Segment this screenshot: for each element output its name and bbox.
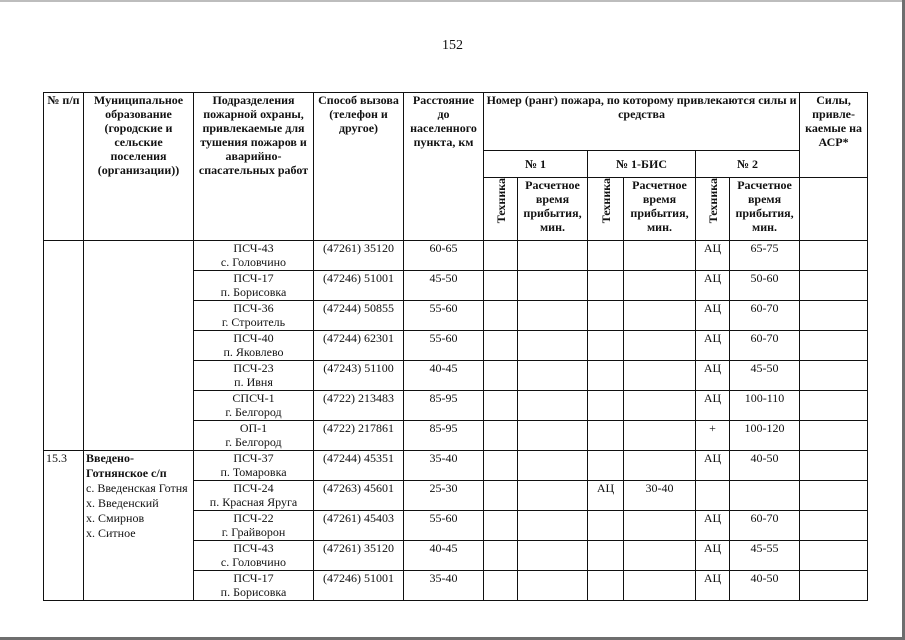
unit-location: п. Ивня <box>234 375 273 389</box>
cell-asr <box>800 331 868 361</box>
header-arrival-rank1bis: Расчетное время прибытия, мин. <box>624 178 696 241</box>
cell-distance: 55-60 <box>404 331 484 361</box>
municipality-title: Введено-Готнянское с/п <box>86 451 167 480</box>
cell-tech-rank1bis <box>588 451 624 481</box>
unit-name: ПСЧ-22 <box>233 511 274 525</box>
cell-arrival-rank1 <box>518 541 588 571</box>
unit-name: ПСЧ-24 <box>233 481 274 495</box>
cell-arrival-rank2: 50-60 <box>730 271 800 301</box>
cell-arrival-rank2 <box>730 481 800 511</box>
cell-phone: (4722) 213483 <box>314 391 404 421</box>
cell-municipality <box>84 451 194 601</box>
cell-phone: (47244) 62301 <box>314 331 404 361</box>
cell-asr <box>800 481 868 511</box>
cell-arrival-rank1 <box>518 481 588 511</box>
cell-tech-rank2: + <box>696 421 730 451</box>
settlement-name: х. Смирнов <box>86 511 145 525</box>
table-body <box>44 241 868 601</box>
header-tech-rank2 <box>696 178 730 241</box>
cell-phone: (47244) 50855 <box>314 301 404 331</box>
cell-tech-rank1bis: АЦ <box>588 481 624 511</box>
cell-tech-rank2: АЦ <box>696 301 730 331</box>
cell-unit <box>194 571 314 601</box>
cell-tech-rank2: АЦ <box>696 541 730 571</box>
header-asr-blank <box>800 178 868 241</box>
cell-tech-rank1bis <box>588 361 624 391</box>
cell-phone: (47244) 45351 <box>314 451 404 481</box>
header-rank-2: № 2 <box>696 151 800 178</box>
cell-unit <box>194 361 314 391</box>
cell-arrival-rank1 <box>518 511 588 541</box>
cell-arrival-rank1bis <box>624 451 696 481</box>
unit-name: ПСЧ-43 <box>233 241 274 255</box>
header-municipality: Муниципальное образование (городские и сельские поселения (организации)) <box>84 93 194 241</box>
cell-unit <box>194 241 314 271</box>
cell-asr <box>800 361 868 391</box>
cell-arrival-rank1 <box>518 271 588 301</box>
cell-arrival-rank1bis <box>624 511 696 541</box>
cell-phone: (47246) 51001 <box>314 571 404 601</box>
cell-arrival-rank1bis <box>624 361 696 391</box>
cell-arrival-rank1bis <box>624 541 696 571</box>
unit-name: ПСЧ-17 <box>233 571 274 585</box>
cell-arrival-rank1bis <box>624 241 696 271</box>
settlement-name: х. Ситное <box>86 526 136 540</box>
cell-tech-rank2 <box>696 481 730 511</box>
cell-arrival-rank2: 60-70 <box>730 331 800 361</box>
cell-tech-rank1 <box>484 331 518 361</box>
cell-phone: (47243) 51100 <box>314 361 404 391</box>
unit-name: ОП-1 <box>239 421 268 435</box>
cell-arrival-rank1bis <box>624 391 696 421</box>
unit-location: п. Томаровка <box>220 465 287 479</box>
cell-tech-rank1bis <box>588 421 624 451</box>
unit-location: г. Грайворон <box>221 525 286 539</box>
cell-tech-rank2: АЦ <box>696 361 730 391</box>
table-row <box>44 241 868 271</box>
cell-asr <box>800 451 868 481</box>
header-asr: Силы, привле-каемые на АСР* <box>800 93 868 178</box>
cell-asr <box>800 301 868 331</box>
cell-distance: 85-95 <box>404 391 484 421</box>
cell-unit <box>194 301 314 331</box>
cell-num: 15.3 <box>44 451 84 601</box>
cell-tech-rank1 <box>484 541 518 571</box>
cell-arrival-rank2: 40-50 <box>730 571 800 601</box>
unit-name: ПСЧ-43 <box>233 541 274 555</box>
unit-location: г. Белгород <box>225 435 282 449</box>
cell-arrival-rank1bis <box>624 331 696 361</box>
tech-label: Техника <box>598 178 613 224</box>
cell-phone: (47261) 35120 <box>314 241 404 271</box>
header-unit: Подразделения пожарной охраны, привлекаемые для тушения пожаров и аварийно-спасательных работ <box>194 93 314 241</box>
cell-arrival-rank1bis: 30-40 <box>624 481 696 511</box>
unit-name: ПСЧ-40 <box>233 331 274 345</box>
header-arrival-rank2: Расчетное время прибытия, мин. <box>730 178 800 241</box>
cell-tech-rank2: АЦ <box>696 571 730 601</box>
cell-unit <box>194 421 314 451</box>
header-rank-1bis: № 1-БИС <box>588 151 696 178</box>
cell-distance: 60-65 <box>404 241 484 271</box>
cell-distance: 85-95 <box>404 421 484 451</box>
header-num: № п/п <box>44 93 84 241</box>
cell-distance: 55-60 <box>404 301 484 331</box>
cell-arrival-rank1bis <box>624 271 696 301</box>
tech-label: Техника <box>493 178 508 224</box>
cell-tech-rank1bis <box>588 511 624 541</box>
cell-distance: 40-45 <box>404 541 484 571</box>
cell-tech-rank1 <box>484 301 518 331</box>
cell-distance: 35-40 <box>404 451 484 481</box>
cell-tech-rank1bis <box>588 301 624 331</box>
header-tech-rank1 <box>484 178 518 241</box>
unit-name: ПСЧ-23 <box>233 361 274 375</box>
cell-arrival-rank2: 60-70 <box>730 511 800 541</box>
cell-municipality <box>84 241 194 451</box>
cell-tech-rank1 <box>484 511 518 541</box>
cell-arrival-rank1bis <box>624 421 696 451</box>
cell-arrival-rank1 <box>518 301 588 331</box>
cell-phone: (4722) 217861 <box>314 421 404 451</box>
cell-tech-rank1bis <box>588 241 624 271</box>
tech-label: Техника <box>705 178 720 224</box>
cell-unit <box>194 391 314 421</box>
cell-unit <box>194 541 314 571</box>
cell-arrival-rank2: 100-110 <box>730 391 800 421</box>
header-arrival-rank1: Расчетное время прибытия, мин. <box>518 178 588 241</box>
cell-unit <box>194 451 314 481</box>
cell-tech-rank2: АЦ <box>696 511 730 541</box>
cell-arrival-rank1 <box>518 241 588 271</box>
cell-tech-rank1bis <box>588 331 624 361</box>
cell-distance: 25-30 <box>404 481 484 511</box>
cell-arrival-rank2: 65-75 <box>730 241 800 271</box>
unit-location: п. Яковлево <box>223 345 284 359</box>
cell-phone: (47261) 35120 <box>314 541 404 571</box>
unit-location: с. Головчино <box>220 255 287 269</box>
cell-distance: 45-50 <box>404 271 484 301</box>
cell-num <box>44 241 84 451</box>
cell-arrival-rank2: 60-70 <box>730 301 800 331</box>
cell-asr <box>800 511 868 541</box>
cell-tech-rank1 <box>484 421 518 451</box>
table-row <box>44 451 868 481</box>
cell-tech-rank1bis <box>588 391 624 421</box>
cell-phone: (47263) 45601 <box>314 481 404 511</box>
unit-name: ПСЧ-17 <box>233 271 274 285</box>
unit-location: с. Головчино <box>220 555 287 569</box>
header-call-method: Способ вызова (телефон и другое) <box>314 93 404 241</box>
cell-tech-rank2: АЦ <box>696 271 730 301</box>
cell-unit <box>194 511 314 541</box>
cell-tech-rank1 <box>484 571 518 601</box>
cell-arrival-rank1bis <box>624 571 696 601</box>
cell-arrival-rank2: 100-120 <box>730 421 800 451</box>
cell-asr <box>800 241 868 271</box>
unit-location: г. Белгород <box>225 405 282 419</box>
unit-location: п. Борисовка <box>220 285 287 299</box>
header-fire-rank: Номер (ранг) пожара, по которому привлекаются силы и средства <box>484 93 800 151</box>
unit-name: СПСЧ-1 <box>232 391 275 405</box>
cell-tech-rank1 <box>484 391 518 421</box>
cell-phone: (47261) 45403 <box>314 511 404 541</box>
cell-tech-rank1bis <box>588 541 624 571</box>
cell-tech-rank2: АЦ <box>696 241 730 271</box>
unit-name: ПСЧ-36 <box>233 301 274 315</box>
fire-resources-table <box>43 92 868 601</box>
page-number: 152 <box>442 38 463 53</box>
cell-tech-rank1 <box>484 271 518 301</box>
cell-tech-rank1bis <box>588 571 624 601</box>
cell-distance: 55-60 <box>404 511 484 541</box>
cell-distance: 40-45 <box>404 361 484 391</box>
cell-arrival-rank2: 40-50 <box>730 451 800 481</box>
cell-asr <box>800 571 868 601</box>
cell-tech-rank1 <box>484 361 518 391</box>
cell-tech-rank2: АЦ <box>696 451 730 481</box>
header-tech-rank1bis <box>588 178 624 241</box>
cell-unit <box>194 271 314 301</box>
cell-tech-rank1 <box>484 241 518 271</box>
header-distance: Расстояние до населенного пункта, км <box>404 93 484 241</box>
cell-arrival-rank2: 45-50 <box>730 361 800 391</box>
unit-location: п. Борисовка <box>220 585 287 599</box>
cell-tech-rank2: АЦ <box>696 391 730 421</box>
unit-location: г. Строитель <box>221 315 286 329</box>
cell-arrival-rank1 <box>518 421 588 451</box>
cell-tech-rank2: АЦ <box>696 331 730 361</box>
cell-unit <box>194 331 314 361</box>
cell-tech-rank1bis <box>588 271 624 301</box>
cell-tech-rank1 <box>484 451 518 481</box>
header-rank-1: № 1 <box>484 151 588 178</box>
unit-location: п. Красная Яруга <box>209 495 298 509</box>
settlement-name: с. Введенская Готня <box>86 481 188 495</box>
cell-arrival-rank1 <box>518 361 588 391</box>
cell-arrival-rank1bis <box>624 301 696 331</box>
cell-arrival-rank1 <box>518 571 588 601</box>
page-top-edge <box>0 0 905 2</box>
cell-distance: 35-40 <box>404 571 484 601</box>
cell-arrival-rank1 <box>518 451 588 481</box>
settlement-name: х. Введенский <box>86 496 159 510</box>
cell-phone: (47246) 51001 <box>314 271 404 301</box>
cell-unit <box>194 481 314 511</box>
cell-asr <box>800 541 868 571</box>
cell-asr <box>800 421 868 451</box>
cell-arrival-rank1 <box>518 331 588 361</box>
cell-asr <box>800 391 868 421</box>
cell-arrival-rank1 <box>518 391 588 421</box>
cell-arrival-rank2: 45-55 <box>730 541 800 571</box>
cell-asr <box>800 271 868 301</box>
unit-name: ПСЧ-37 <box>233 451 274 465</box>
cell-tech-rank1 <box>484 481 518 511</box>
